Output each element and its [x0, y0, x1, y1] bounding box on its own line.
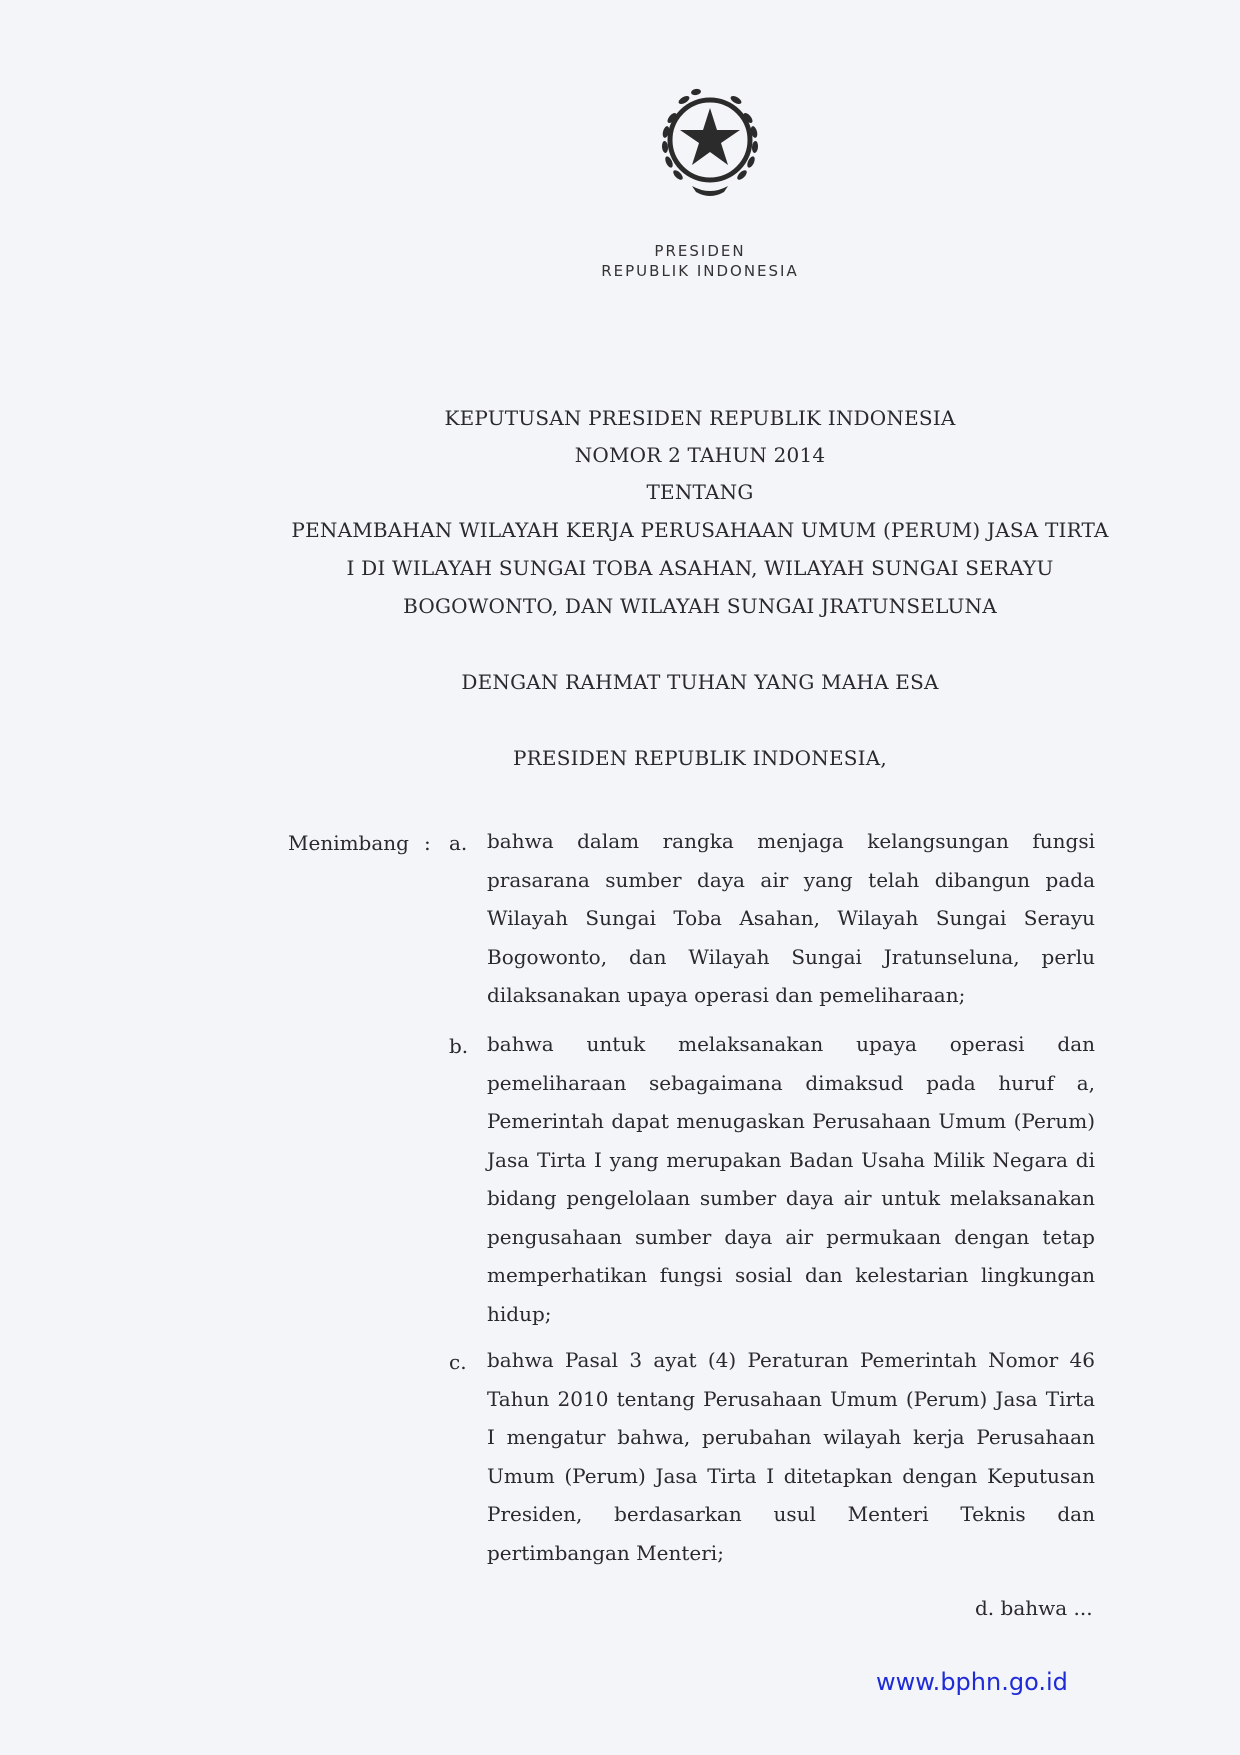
item-letter-c: c.: [449, 1350, 467, 1374]
item-letter-a: a.: [449, 831, 468, 855]
authority: PRESIDEN REPUBLIK INDONESIA,: [513, 746, 887, 770]
item-text-a: bahwa dalam rangka menjaga kelangsungan fungsi prasarana sumber daya air yang telah dibangun pada Wilayah Sungai Toba Asahan, Wilayah Sungai Serayu Bogowonto, dan Wilayah Sungai Jratunseluna, perlu dilaksanakan upaya operasi dan pemeliharaan;: [487, 829, 1095, 1007]
continuation-marker: d. bahwa ...: [975, 1596, 1093, 1620]
item-text-c: bahwa Pasal 3 ayat (4) Peraturan Pemerintah Nomor 46 Tahun 2010 tentang Perusahaan Umum (Perum) Jasa Tirta I mengatur bahwa, perubahan wilayah kerja Perusahaan Umum (Perum) Jasa Tirta I ditetapkan dengan Keputusan Presiden, berdasarkan usul Menteri Teknis dan pertimbangan Menteri;: [487, 1348, 1095, 1565]
garuda-star-emblem-icon: [644, 78, 776, 216]
institution-line-1: PRESIDEN: [654, 242, 746, 260]
decree-subject-line-1: PENAMBAHAN WILAYAH KERJA PERUSAHAAN UMUM (PERUM) JASA TIRTA: [291, 518, 1109, 542]
invocation: DENGAN RAHMAT TUHAN YANG MAHA ESA: [461, 670, 939, 694]
menimbang-label: Menimbang: [288, 831, 409, 855]
decree-subject-line-2: I DI WILAYAH SUNGAI TOBA ASAHAN, WILAYAH SUNGAI SERAYU: [346, 556, 1054, 580]
item-text-b: bahwa untuk melaksanakan upaya operasi dan pemeliharaan sebagaimana dimaksud pada huruf a, Pemerintah dapat menugaskan Perusahaan Umum (Perum) Jasa Tirta I yang merupakan Badan Usaha Milik Negara di bidang pengelolaan sumber daya air untuk melaksanakan pengusahaan sumber daya air permukaan dengan tetap memperhatikan fungsi sosial dan kelestarian lingkungan hidup;: [487, 1032, 1095, 1326]
source-url[interactable]: www.bphn.go.id: [876, 1668, 1068, 1696]
decree-title: KEPUTUSAN PRESIDEN REPUBLIK INDONESIA: [444, 406, 956, 430]
decree-number: NOMOR 2 TAHUN 2014: [574, 443, 826, 467]
item-letter-b: b.: [449, 1034, 469, 1058]
decree-about: TENTANG: [646, 480, 754, 504]
institution-line-2: REPUBLIK INDONESIA: [601, 262, 799, 280]
decree-subject-line-3: BOGOWONTO, DAN WILAYAH SUNGAI JRATUNSELUNA: [403, 594, 997, 618]
menimbang-colon: :: [424, 831, 431, 855]
